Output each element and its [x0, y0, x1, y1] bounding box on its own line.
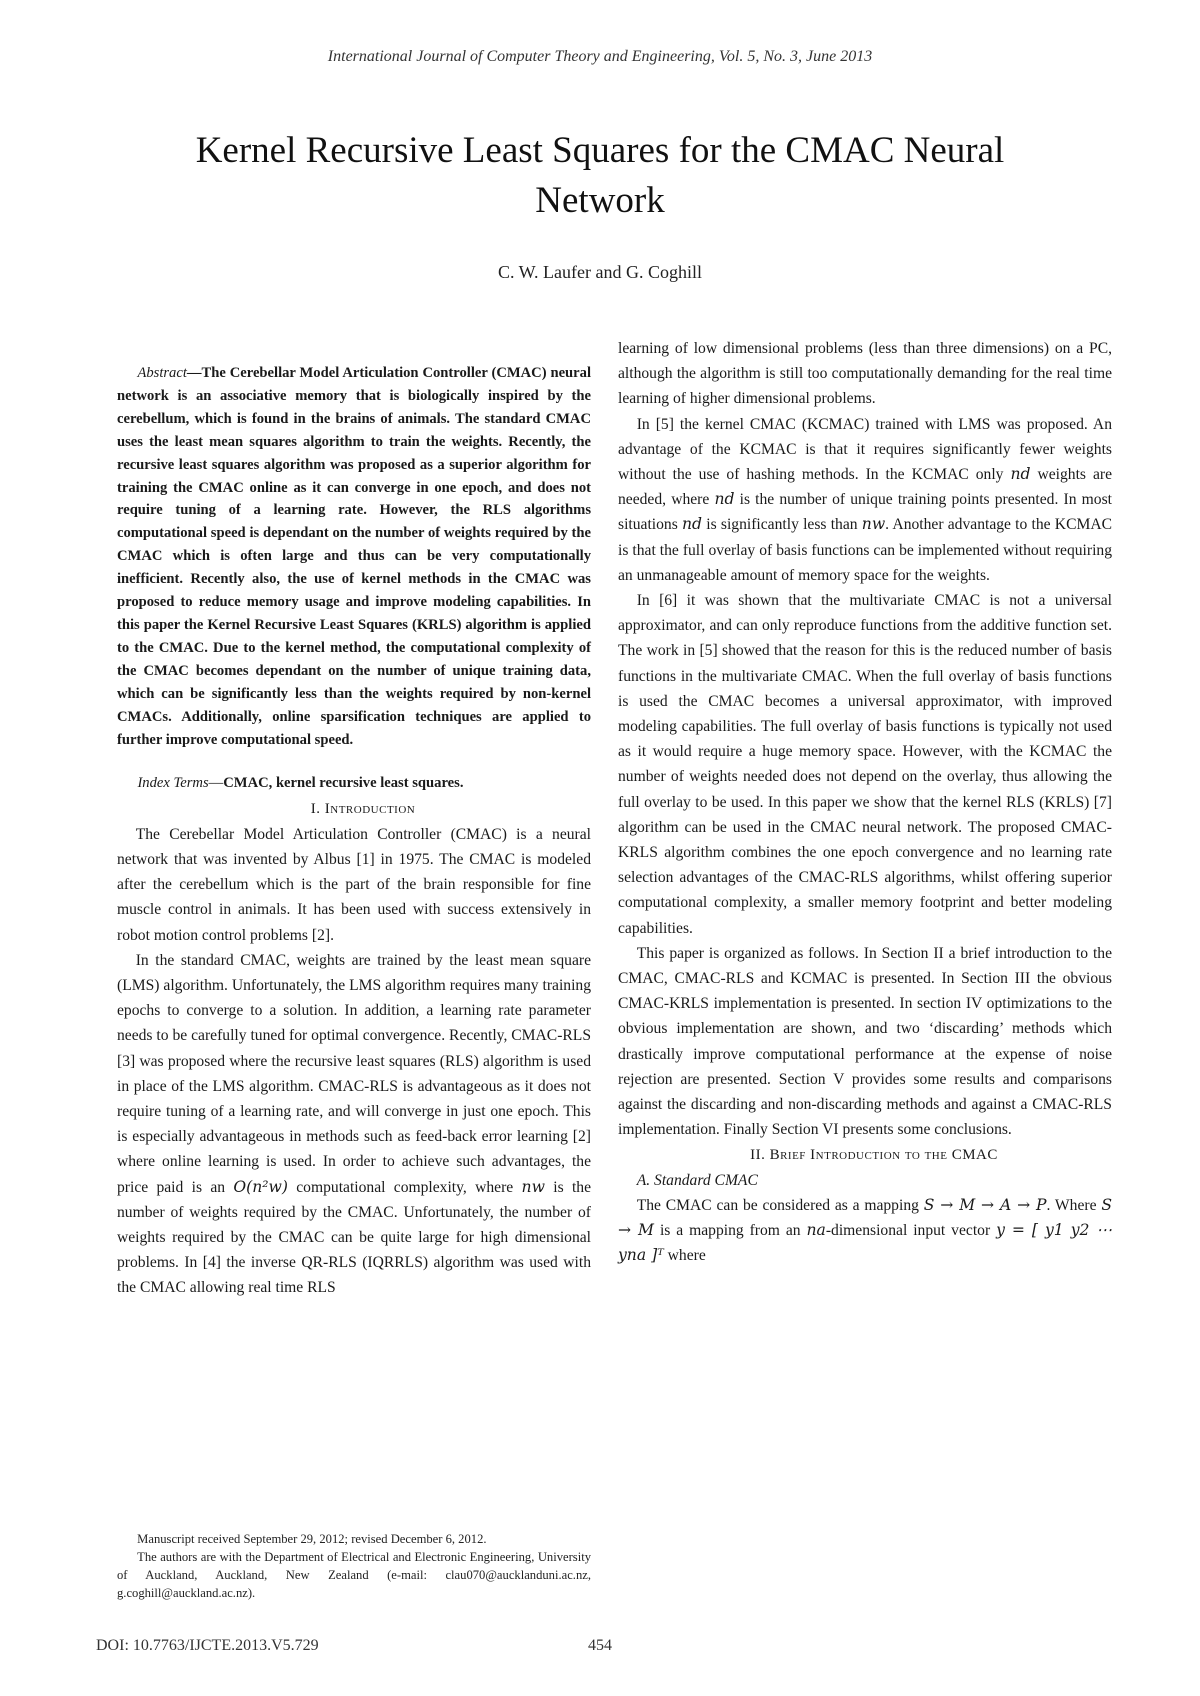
nw-symbol: nw	[521, 1177, 545, 1196]
abstract	[117, 362, 591, 751]
section-heading-introduction: I. Introduction	[310, 800, 416, 817]
intro-paragraph-1: The Cerebellar Model Articulation Controller (CMAC) is a neural network that was invented by Albus [1] in 1975. The CMAC is modeled after the cerebellum which is the part of the brain responsible for fine muscle control in animals. It has been used with success extensively in robot motion control problems [2].	[117, 825, 591, 944]
journal-header: International Journal of Computer Theory and Engineering, Vol. 5, No. 3, June 2013	[327, 48, 873, 65]
nd-symbol-2: nd	[714, 490, 735, 509]
subsection-heading-standard-cmac: A. Standard CMAC	[636, 1171, 758, 1189]
abstract-text: The Cerebellar Model Articulation Controller (CMAC) neural network is an associative memory that is biologically inspired by the cerebellum, which is found in the brains of animals. The standard CMAC uses the least mean squares algorithm to train the weights. Recently, the recursive least squares algorithm was proposed as a superior algorithm for training the CMAC online as it can converge in one epoch, and does not require tuning of a learning rate. However, the RLS algorithms computational speed is dependant on the number of weights required by the CMAC which is often large and thus can be very computationally inefficient. Recently also, the use of kernel methods in the CMAC was proposed to reduce memory usage and improve modeling capabilities. In this paper the Kernel Recursive Least Squares (KRLS) algorithm is applied to the CMAC. Due to the kernel method, the computational complexity of the CMAC becomes dependant on the number of unique training data, which can be significantly less than the weights required by non-kernel CMACs. Additionally, online sparsification techniques are applied to further improve computational speed.	[117, 365, 591, 748]
right-paragraph-0: learning of low dimensional problems (less than three dimensions) on a PC, although the algorithm is still too computationally demanding for the real time learning of higher dimensional problems.	[618, 340, 1112, 408]
nd-symbol: nd	[1010, 465, 1031, 484]
na-symbol: na	[806, 1221, 826, 1240]
right-paragraph-4: The CMAC can be considered as a mapping S → M → A → P. Where S → M is a mapping from an na-dimensional input vector y = [ y1 y2 ⋯ yna ]ᵀ where	[618, 1195, 1112, 1265]
index-terms-label: Index Terms	[137, 775, 209, 792]
authors: C. W. Laufer and G. Coghill	[498, 262, 702, 282]
section-heading-brief-intro: II. Brief Introduction to the CMAC	[750, 1146, 998, 1163]
footnote-received: Manuscript received September 29, 2012; revised December 6, 2012.	[137, 1532, 487, 1546]
nw-symbol-2: nw	[861, 515, 886, 534]
input-vector: y = [ y1 y2 ⋯ yna ]ᵀ	[618, 1221, 1112, 1265]
abstract-label: Abstract	[137, 365, 187, 381]
paper-title: Kernel Recursive Least Squares for the CMAC Neural Network	[195, 130, 1005, 221]
index-terms-text: CMAC, kernel recursive least squares.	[223, 775, 464, 792]
complexity-notation: O(n²w)	[233, 1177, 288, 1196]
right-paragraph-2: In [6] it was shown that the multivariate CMAC is not a universal approximator, and can only reproduce functions from the additive function set. The work in [5] showed that the reason for this is the reduced number of basis functions in the multivariate CMAC. When the full overlay of basis functions is used the CMAC becomes a universal approximator, with improved modeling capabilities. The full overlay of basis functions is typically not used as it would require a huge memory space. However, with the KCMAC the number of weights needed does not depend on the overlay, thus allowing the full overlay to be used. In this paper we show that the kernel RLS (KRLS) [7] algorithm can be used in the CMAC neural network. The proposed CMAC-KRLS algorithm combines the one epoch convergence and no learning rate selection advantages of the CMAC-RLS algorithms, whilst offering superior computational complexity, a smaller memory footprint and better modeling capabilities.	[618, 592, 1112, 937]
footnote	[117, 1530, 591, 1602]
right-column	[618, 336, 1112, 1269]
abstract-dash: —	[186, 365, 202, 381]
left-column	[117, 362, 591, 1301]
mapping-notation: S → M → A → P	[923, 1195, 1047, 1214]
nd-symbol-3: nd	[682, 515, 703, 534]
doi: DOI: 10.7763/IJCTE.2013.V5.729	[96, 1637, 319, 1654]
right-paragraph-3: This paper is organized as follows. In Section II a brief introduction to the CMAC, CMAC-RLS and KCMAC is presented. In Section III the obvious CMAC-KRLS implementation is presented. In section IV optimizations to the obvious implementation are shown, and two ‘discarding’ methods which drastically improve computational performance at the expense of noise rejection are presented. Section V provides some results and comparisons against the discarding and non-discarding methods and against a CMAC-RLS implementation. Finally Section VI presents some conclusions.	[618, 944, 1112, 1139]
right-paragraph-1: In [5] the kernel CMAC (KCMAC) trained with LMS was proposed. An advantage of the KCMAC is that it requires significantly fewer weights without the use of hashing methods. In the KCMAC only nd weights are needed, where nd is the number of unique training points presented. In most situations nd is significantly less than nw. Another advantage to the KCMAC is that the full overlay of basis functions can be implemented without requiring an unmanageable amount of memory space for the weights.	[618, 415, 1113, 584]
index-terms-dash: —	[208, 775, 224, 792]
footnote-affiliation: The authors are with the Department of Electrical and Electronic Engineering, University of Auckland, Auckland, New Zealand (e-mail: clau070@aucklanduni.ac.nz, g.coghill@auckland.ac.nz).	[117, 1550, 591, 1600]
intro-paragraph-2: In the standard CMAC, weights are trained by the least mean square (LMS) algorithm. Unfortunately, the LMS algorithm requires many training epochs to converge to a solution. In addition, a learning rate parameter needs to be carefully tuned for optimal convergence. Recently, CMAC-RLS [3] was proposed where the recursive least squares (RLS) algorithm is used in place of the LMS algorithm. CMAC-RLS is advantageous as it does not require tuning of a learning rate, and will converge in just one epoch. This is especially advantageous in methods such as feed-back error learning [2] where online learning is used. In order to achieve such advantages, the price paid is an O(n²w) computational complexity, where nw is the number of weights required by the CMAC. Unfortunately, the number of weights required by the CMAC can be quite large for high dimensional problems. In [4] the inverse QR-RLS (IQRRLS) algorithm was used with the CMAC allowing real time RLS	[117, 951, 591, 1297]
sm-notation: S → M	[618, 1195, 1112, 1240]
page-number: 454	[588, 1637, 612, 1654]
index-terms	[117, 771, 591, 796]
